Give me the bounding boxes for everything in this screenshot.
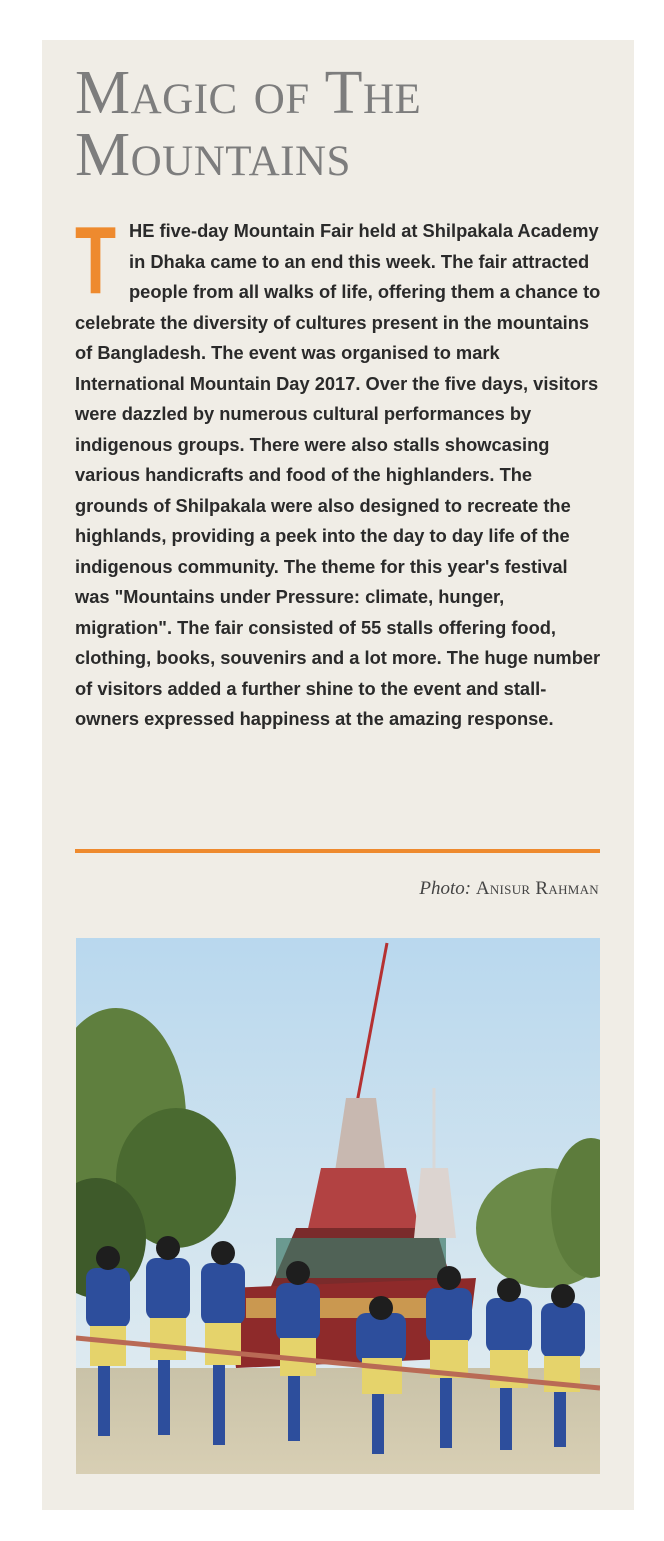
article-panel: [42, 40, 634, 1510]
title-line-1: Magic of The: [75, 59, 422, 127]
credit-label: Photo:: [419, 878, 472, 899]
orange-divider: [75, 849, 600, 853]
photo-credit: [419, 878, 599, 900]
drop-cap: T: [75, 207, 117, 314]
title-line-2: Mountains: [75, 121, 351, 189]
article-body: [75, 207, 605, 735]
credit-name: Anisur Rahman: [475, 878, 599, 899]
festival-photo: [76, 938, 600, 1474]
body-text: HE five-day Mountain Fair held at Shilpakala Academy in Dhaka came to an end this week. The fair attracted people from all walks of life, offering them a chance to celebrate the diversity of cultures present in the mountains of Bangladesh. The event was organised to mark International Mountain Day 2017. Over the five days, visitors were dazzled by numerous cultural performances by indigenous groups. There were also stalls showcasing various handicrafts and food of the highlanders. The grounds of Shilpakala were also designed to recreate the highlands, providing a peek into the day to day life of the indigenous community. The theme for this year's festival was "Mountains under Pressure: climate, hunger, migration". The fair consisted of 55 stalls offering food, clothing, books, souvenirs and a lot more. The huge number of visitors added a further shine to the event and stall-owners expressed happiness at the amazing response.: [75, 220, 601, 729]
article-title: [75, 59, 615, 189]
